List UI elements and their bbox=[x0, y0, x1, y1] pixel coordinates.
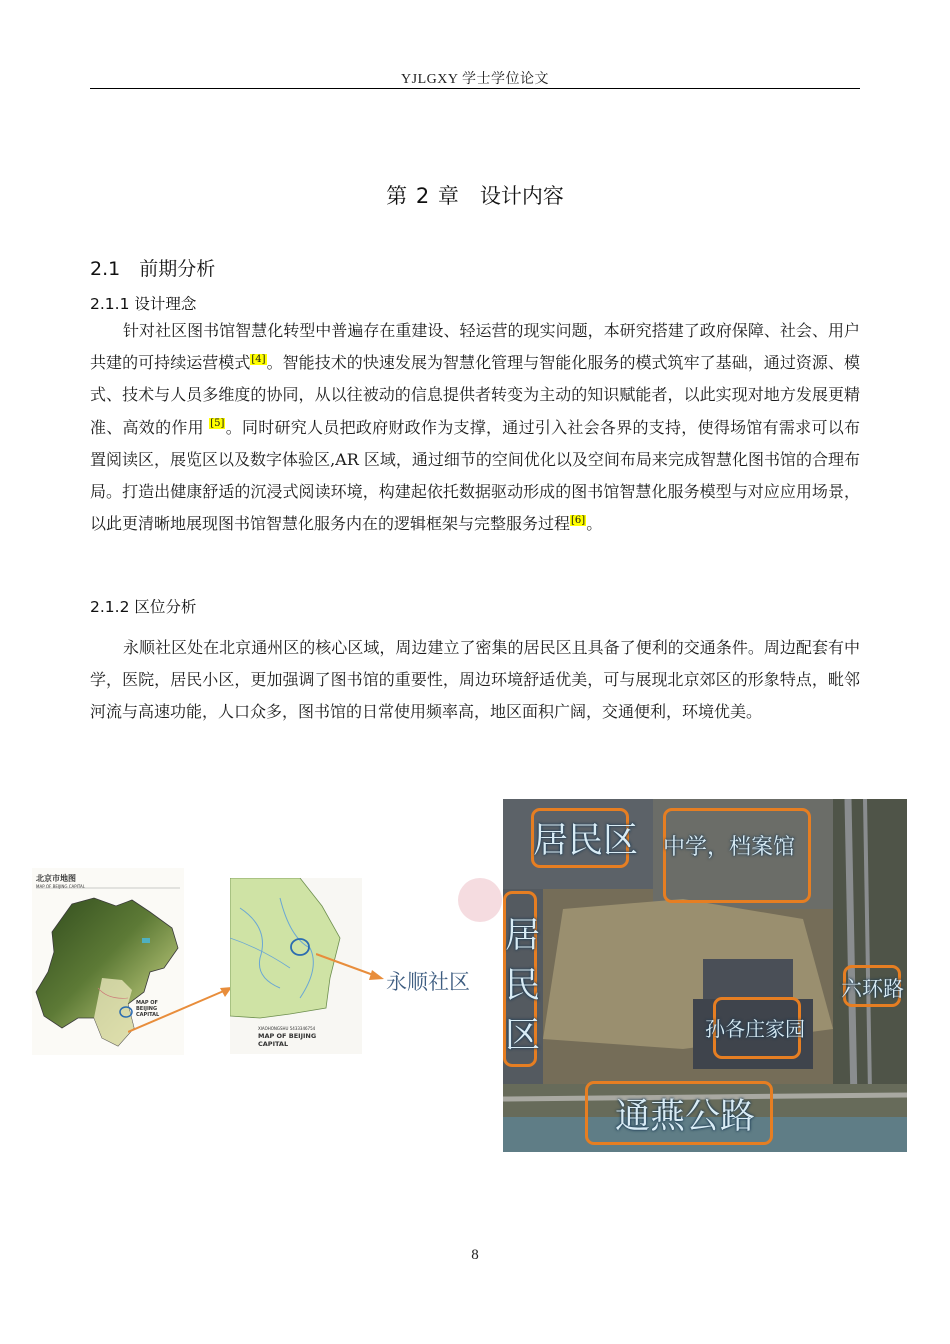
page-header: YJLGXY 学士学位论文 bbox=[401, 72, 549, 87]
label-tongyan-road: 通燕公路 bbox=[615, 1097, 756, 1137]
design-concept-text-c: 。同时研究人员把政府财政作为支撑，通过引入社会各界的支持，使得场馆有需求可以布置阅读区，展览区以及数字体验区,AR 区域，通过细节的空间优化以及空间布局来完成智慧化图书馆的合理布局。打造出健康舒适的沉浸式阅读环境，构建起依托数据驱动形成的图书馆智慧化服务模型与对应应用场景，以此更清晰地展现图书馆智慧化服务内在的逻辑框架与完整服务过程 bbox=[90, 417, 860, 534]
page-number: 8 bbox=[471, 1247, 479, 1263]
section-heading-2-1: 2.1 前期分析 bbox=[90, 258, 216, 280]
design-concept-paragraph bbox=[90, 315, 860, 540]
design-concept-text-b: 。智能技术的快速发展为智慧化管理与智能化服务的模式筑牢了基础，通过资源、模式、技术与人员多维度的协同，从以往被动的信息提供者转变为主动的知识赋能者，以此实现对地方发展更精准、高效的作用 bbox=[90, 353, 860, 437]
yongshun-label: 永顺社区 bbox=[386, 970, 470, 994]
location-analysis-paragraph bbox=[90, 632, 860, 729]
beijing-map-title-en: MAP OF BEIJING CAPITAL bbox=[36, 884, 85, 889]
chapter-title: 第 2 章 设计内容 bbox=[386, 184, 564, 208]
tongzhou-map-caption: MAP OF BEIJING CAPITAL bbox=[258, 1032, 317, 1048]
citation-6[interactable]: [6] bbox=[571, 514, 586, 526]
section-heading-2-1-1: 2.1.1 设计理念 bbox=[90, 295, 197, 313]
header-rule bbox=[90, 88, 860, 89]
label-residential-1: 居民区 bbox=[533, 821, 639, 861]
tongzhou-map-caption-small: XIAOHONGSHU 5433346754 bbox=[258, 1026, 316, 1031]
label-residential-2: 居民区 bbox=[505, 916, 541, 1056]
decorative-circle bbox=[458, 878, 502, 922]
section-heading-2-1-2: 2.1.2 区位分析 bbox=[90, 598, 197, 616]
design-concept-text-d: 。 bbox=[586, 514, 603, 534]
beijing-map-title-cn: 北京市地图 bbox=[36, 874, 76, 883]
citation-4[interactable]: [4] bbox=[251, 353, 266, 365]
citation-5[interactable]: [5] bbox=[210, 418, 225, 430]
location-analysis-text: 永顺社区处在北京通州区的核心区域，周边建立了密集的居民区且具备了便利的交通条件。周边配套有中学，医院，居民小区，更加强调了图书馆的重要性，周边环境舒适优美，可与展现北京郊区的形象特点，毗邻河流与高速功能，人口众多，图书馆的日常使用频率高，地区面积广阔，交通便利，环境优美。 bbox=[90, 638, 860, 722]
satellite-image bbox=[503, 799, 907, 1152]
label-ring-road: 六环路 bbox=[841, 977, 904, 1001]
label-school-archive: 中学，档案馆 bbox=[663, 835, 796, 860]
label-sungezhuang: 孙各庄家园 bbox=[705, 1017, 805, 1041]
design-concept-text-a: 针对社区图书馆智慧化转型中普遍存在重建设、轻运营的现实问题，本研究搭建了政府保障、社会、用户共建的可持续运营模式 bbox=[90, 321, 860, 373]
beijing-map-caption: MAP OF BEIJING CAPITAL bbox=[136, 1000, 160, 1018]
location-arrow bbox=[316, 952, 386, 992]
